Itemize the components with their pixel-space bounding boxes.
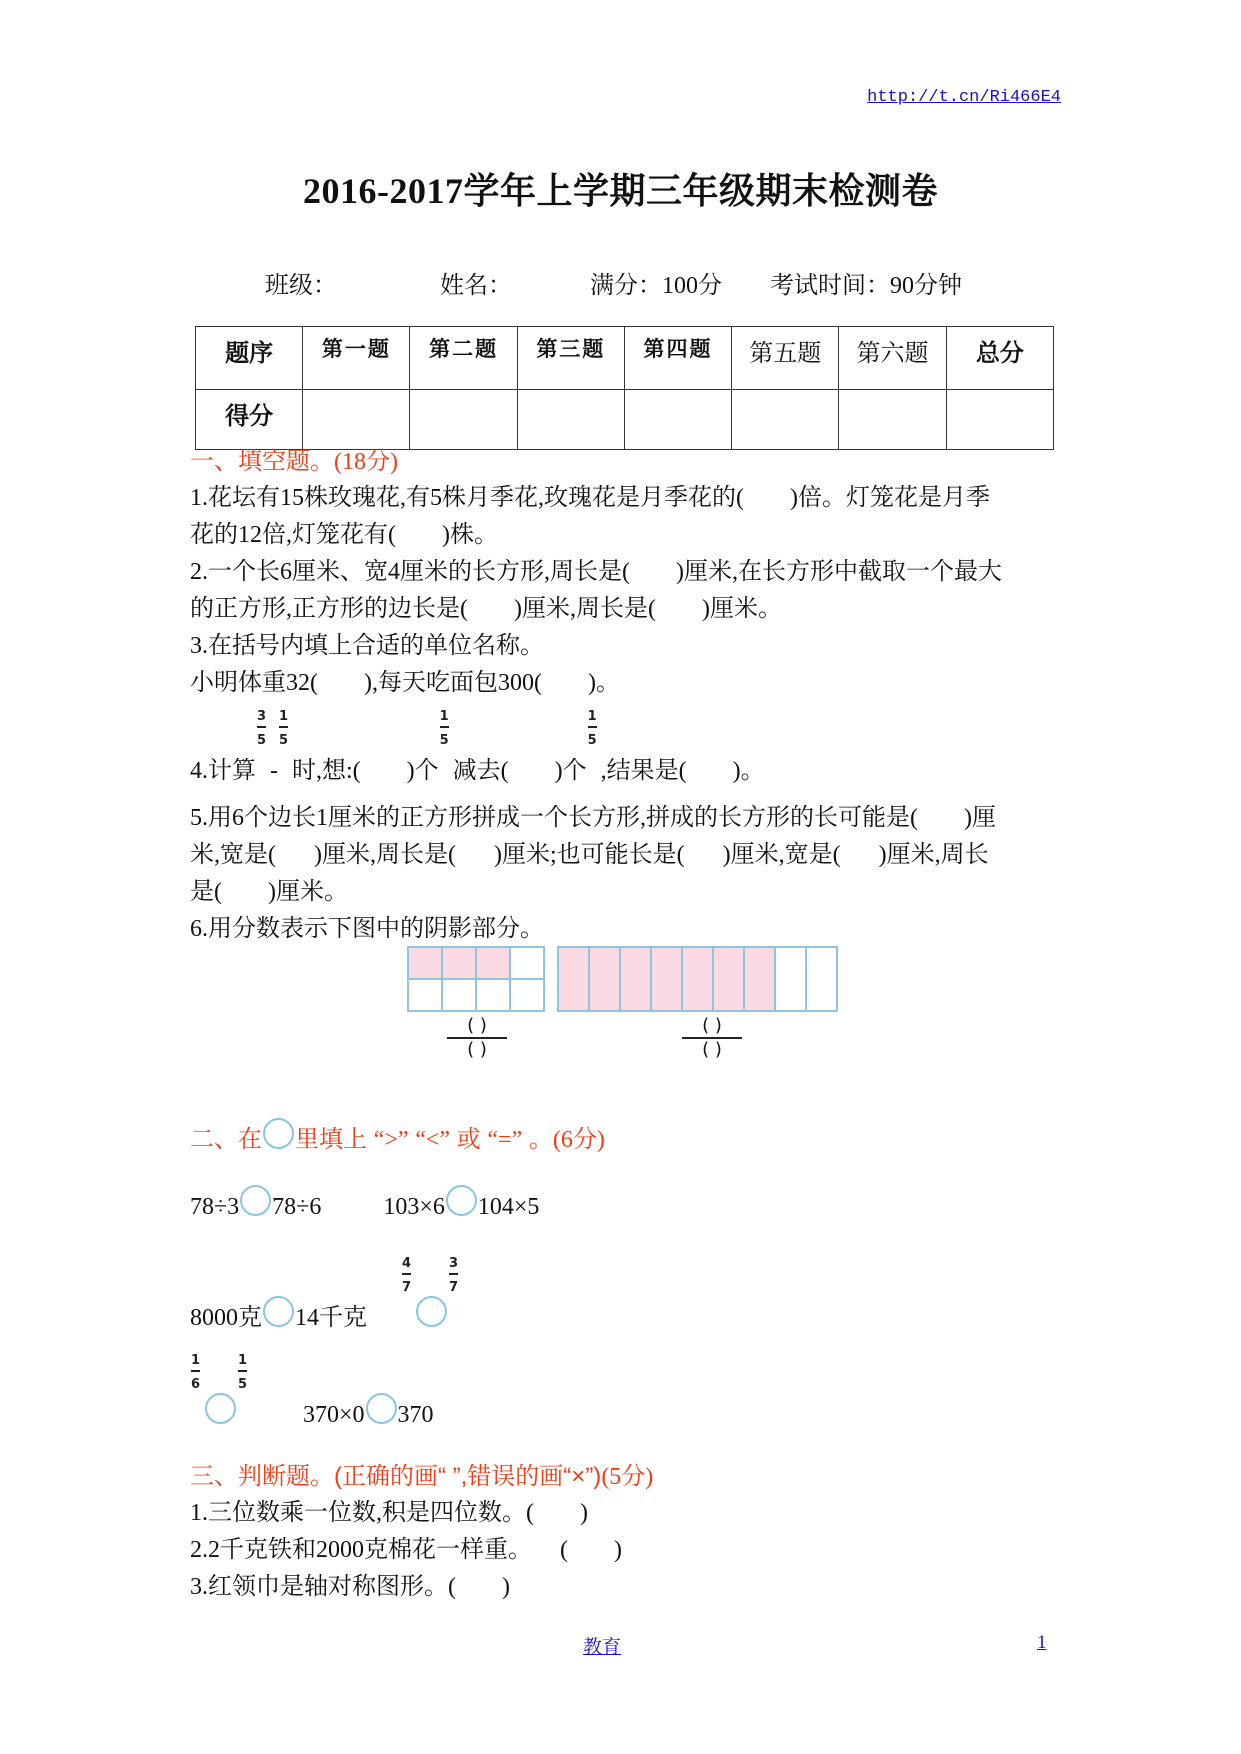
fraction-answer-denominator: ( )	[702, 1039, 722, 1060]
fraction-bar	[279, 726, 288, 728]
grid-cell-shaded	[558, 947, 589, 1011]
fraction-bar	[402, 1273, 411, 1275]
fraction	[587, 709, 601, 778]
score-table-header-row	[196, 327, 1054, 390]
q2-text: )厘米,在长方形中截取一个最大	[676, 559, 1002, 585]
class-label: 班级：	[265, 273, 337, 299]
fraction-numerator: 1	[587, 709, 597, 724]
judge-text: 1.三位数乘一位数,积是四位数。(	[190, 1500, 534, 1526]
score-row-label: 得分	[196, 390, 303, 450]
header-cell: 第五题	[732, 327, 839, 390]
compare-right: 14千克	[295, 1305, 367, 1331]
fraction-numerator: 3	[449, 1256, 459, 1271]
judge-text: )	[502, 1574, 510, 1600]
section2-title: 里填上	[295, 1126, 367, 1153]
q5-line3	[190, 874, 348, 911]
less-sign: “<”	[415, 1127, 451, 1153]
compare-row-3	[190, 1353, 434, 1434]
fraction-answer-2[interactable]	[682, 1017, 742, 1059]
grid-cell-shaded	[442, 947, 476, 979]
compare-row-1	[190, 1185, 539, 1226]
fraction-numerator: 1	[439, 709, 449, 724]
fraction-bar	[257, 726, 266, 728]
q1-line1	[190, 480, 990, 517]
judge-q1	[190, 1495, 588, 1532]
score-cell[interactable]	[303, 390, 410, 450]
q3-text: )。	[587, 670, 620, 696]
fraction	[190, 1353, 204, 1422]
q1-text: )倍。灯笼花是月季	[790, 485, 990, 511]
greater-sign: “>”	[373, 1127, 409, 1153]
section1-title: 一、填空题。	[190, 448, 334, 475]
q1-text: 1.花坛有15株玫瑰花,有5株月季花,玫瑰花是月季花的(	[190, 485, 744, 511]
q5-line2	[190, 837, 989, 874]
score-cell[interactable]	[732, 390, 839, 450]
score-cell[interactable]	[839, 390, 946, 450]
header-cell: 总分	[946, 327, 1053, 390]
fraction-bar	[449, 1273, 458, 1275]
q4-text: )个	[554, 758, 587, 784]
grid-cell	[442, 979, 476, 1011]
section3-heading	[190, 1458, 653, 1496]
fraction-bar	[238, 1370, 247, 1372]
section2-heading	[190, 1118, 605, 1159]
fraction-numerator: 1	[279, 709, 289, 724]
section3-title: 三、判断题。(正确的画“ ”,错误的画“×”)	[190, 1463, 602, 1490]
header-cell: 第四题	[624, 327, 731, 390]
compare-left: 78÷3	[190, 1194, 240, 1220]
score-table-score-row	[196, 390, 1054, 450]
minus-sign: -	[270, 758, 278, 784]
equal-sign: “=”	[487, 1127, 523, 1153]
q4-text: )。	[732, 758, 765, 784]
fraction-bar	[440, 726, 449, 728]
grid-cell	[806, 947, 837, 1011]
grid-cell	[408, 979, 442, 1011]
grid-cell-shaded	[682, 947, 713, 1011]
fraction-answer-numerator: ( )	[467, 1015, 487, 1036]
section3-points: (5分)	[601, 1464, 654, 1490]
exam-time: 考试时间：90分钟	[770, 273, 962, 299]
q4-line	[190, 709, 765, 790]
fraction	[439, 709, 453, 778]
q1-text: )株。	[442, 522, 498, 548]
fraction	[256, 709, 270, 778]
score-table	[195, 326, 1054, 450]
q2-text: 2.一个长6厘米、宽4厘米的长方形,周长是(	[190, 559, 630, 585]
grid-row	[408, 947, 544, 979]
grid-cell-shaded	[744, 947, 775, 1011]
compare-right: 78÷6	[272, 1194, 322, 1220]
fraction-denominator: 5	[238, 1377, 248, 1392]
q2-line2	[190, 591, 782, 628]
fraction-bar	[191, 1370, 200, 1372]
fraction-denominator: 5	[257, 733, 267, 748]
q5-text: )厘	[964, 805, 996, 831]
judge-text: )	[580, 1500, 588, 1526]
q4-text: 4.计算	[190, 758, 256, 784]
or-text: 或	[456, 1126, 481, 1153]
judge-text: 3.红领巾是轴对称图形。(	[190, 1574, 456, 1600]
header-cell: 第二题	[410, 327, 517, 390]
fraction-numerator: 4	[402, 1256, 412, 1271]
fraction-denominator: 7	[449, 1280, 459, 1295]
q1-text: 花的12倍,灯笼花有(	[190, 522, 396, 548]
grid-cell	[476, 979, 510, 1011]
q5-text: )厘米。	[268, 879, 348, 905]
fraction-numerator: 3	[257, 709, 267, 724]
fraction-bar	[588, 726, 597, 728]
compare-circle[interactable]	[416, 1296, 447, 1327]
q3-line1: 3.在括号内填上合适的单位名称。	[190, 633, 544, 659]
section2-title: 二、在	[190, 1126, 262, 1153]
page-number[interactable]: 1	[1037, 1632, 1047, 1653]
fraction-denominator: 5	[279, 733, 289, 748]
q5-text: )厘米,宽是(	[722, 842, 841, 868]
page-title: 2016-2017学年上学期三年级期末检测卷	[303, 171, 938, 211]
q2-text: )厘米,周长是(	[514, 596, 656, 622]
judge-text: 2.2千克铁和2000克棉花一样重。	[190, 1537, 532, 1563]
q5-text: )厘米;也可能长是(	[493, 842, 685, 868]
q3-line2	[190, 665, 620, 702]
grid-cell-shaded	[589, 947, 620, 1011]
compare-left: 370×0	[303, 1402, 365, 1428]
q2-line1	[190, 554, 1002, 591]
footer-link[interactable]: 教育	[583, 1637, 622, 1658]
compare-right: 370	[397, 1402, 434, 1428]
q5-line1	[190, 800, 996, 837]
period: 。	[528, 1126, 553, 1153]
fraction-denominator: 7	[402, 1280, 412, 1295]
grid-cell	[510, 947, 544, 979]
q5-text: 米,宽是(	[190, 842, 276, 868]
source-link[interactable]: http://t.cn/Ri466E4	[867, 88, 1061, 107]
q2-text: 的正方形,正方形的边长是(	[190, 596, 468, 622]
fraction-denominator: 6	[191, 1377, 201, 1392]
section1-points: (18分)	[334, 449, 398, 475]
compare-left: 103×6	[383, 1194, 445, 1220]
header-cell: 第六题	[839, 327, 946, 390]
compare-circle[interactable]	[446, 1185, 477, 1216]
grid-cell-shaded	[713, 947, 744, 1011]
grid-cell-shaded	[476, 947, 510, 979]
judge-text: )	[614, 1537, 622, 1563]
fraction-figure-grid-1	[407, 946, 545, 1012]
q3-text: ),每天吃面包300(	[364, 670, 542, 696]
q1-line2	[190, 517, 498, 554]
compare-left: 8000克	[190, 1305, 262, 1331]
fraction-figure-grid-2	[557, 946, 838, 1012]
compare-circle[interactable]	[205, 1393, 236, 1424]
fraction-answer-numerator: ( )	[702, 1015, 722, 1036]
circle-icon	[263, 1118, 294, 1149]
judge-text: (	[560, 1537, 568, 1563]
grid-row	[558, 947, 837, 1011]
fraction	[237, 1353, 251, 1422]
grid-cell-shaded	[651, 947, 682, 1011]
name-label: 姓名：	[440, 273, 512, 299]
header-cell: 第一题	[303, 327, 410, 390]
fraction-answer-denominator: ( )	[467, 1039, 487, 1060]
fraction	[401, 1256, 415, 1325]
grid-cell	[775, 947, 806, 1011]
compare-circle[interactable]	[263, 1296, 294, 1327]
fraction-denominator: 5	[439, 733, 449, 748]
header-cell: 第三题	[517, 327, 624, 390]
score-cell[interactable]	[517, 390, 624, 450]
section1-heading	[190, 443, 398, 481]
q5-text: )厘米,周长	[878, 842, 989, 868]
q4-text: )个	[406, 758, 439, 784]
score-cell[interactable]	[410, 390, 517, 450]
compare-circle[interactable]	[366, 1393, 397, 1424]
q5-text: 是(	[190, 879, 222, 905]
q4-text: 减去(	[452, 758, 509, 784]
section2-points: (6分)	[552, 1127, 605, 1153]
q2-text: )厘米。	[701, 596, 782, 622]
q3-text: 小明体重32(	[190, 670, 318, 696]
compare-circle[interactable]	[240, 1185, 271, 1216]
header-cell: 题序	[196, 327, 303, 390]
score-cell[interactable]	[624, 390, 731, 450]
fraction-denominator: 5	[587, 733, 597, 748]
full-score: 满分：100分	[590, 273, 722, 299]
fraction-numerator: 1	[238, 1353, 248, 1368]
fraction-numerator: 1	[191, 1353, 201, 1368]
grid-cell	[510, 979, 544, 1011]
compare-right: 104×5	[477, 1194, 540, 1220]
q6-line: 6.用分数表示下图中的阴影部分。	[190, 916, 544, 942]
compare-row-2	[190, 1256, 462, 1337]
fraction	[448, 1256, 462, 1325]
score-cell[interactable]	[946, 390, 1053, 450]
grid-row	[408, 979, 544, 1011]
fraction-answer-1[interactable]	[447, 1017, 507, 1059]
judge-q2	[190, 1532, 622, 1569]
q4-text: ,结果是(	[600, 758, 687, 784]
q5-text: )厘米,周长是(	[314, 842, 456, 868]
fraction	[278, 709, 292, 778]
grid-cell-shaded	[620, 947, 651, 1011]
q5-text: 5.用6个边长1厘米的正方形拼成一个长方形,拼成的长方形的长可能是(	[190, 805, 918, 831]
judge-q3	[190, 1569, 510, 1606]
grid-cell-shaded	[408, 947, 442, 979]
q4-text: 时,想:(	[292, 758, 361, 784]
